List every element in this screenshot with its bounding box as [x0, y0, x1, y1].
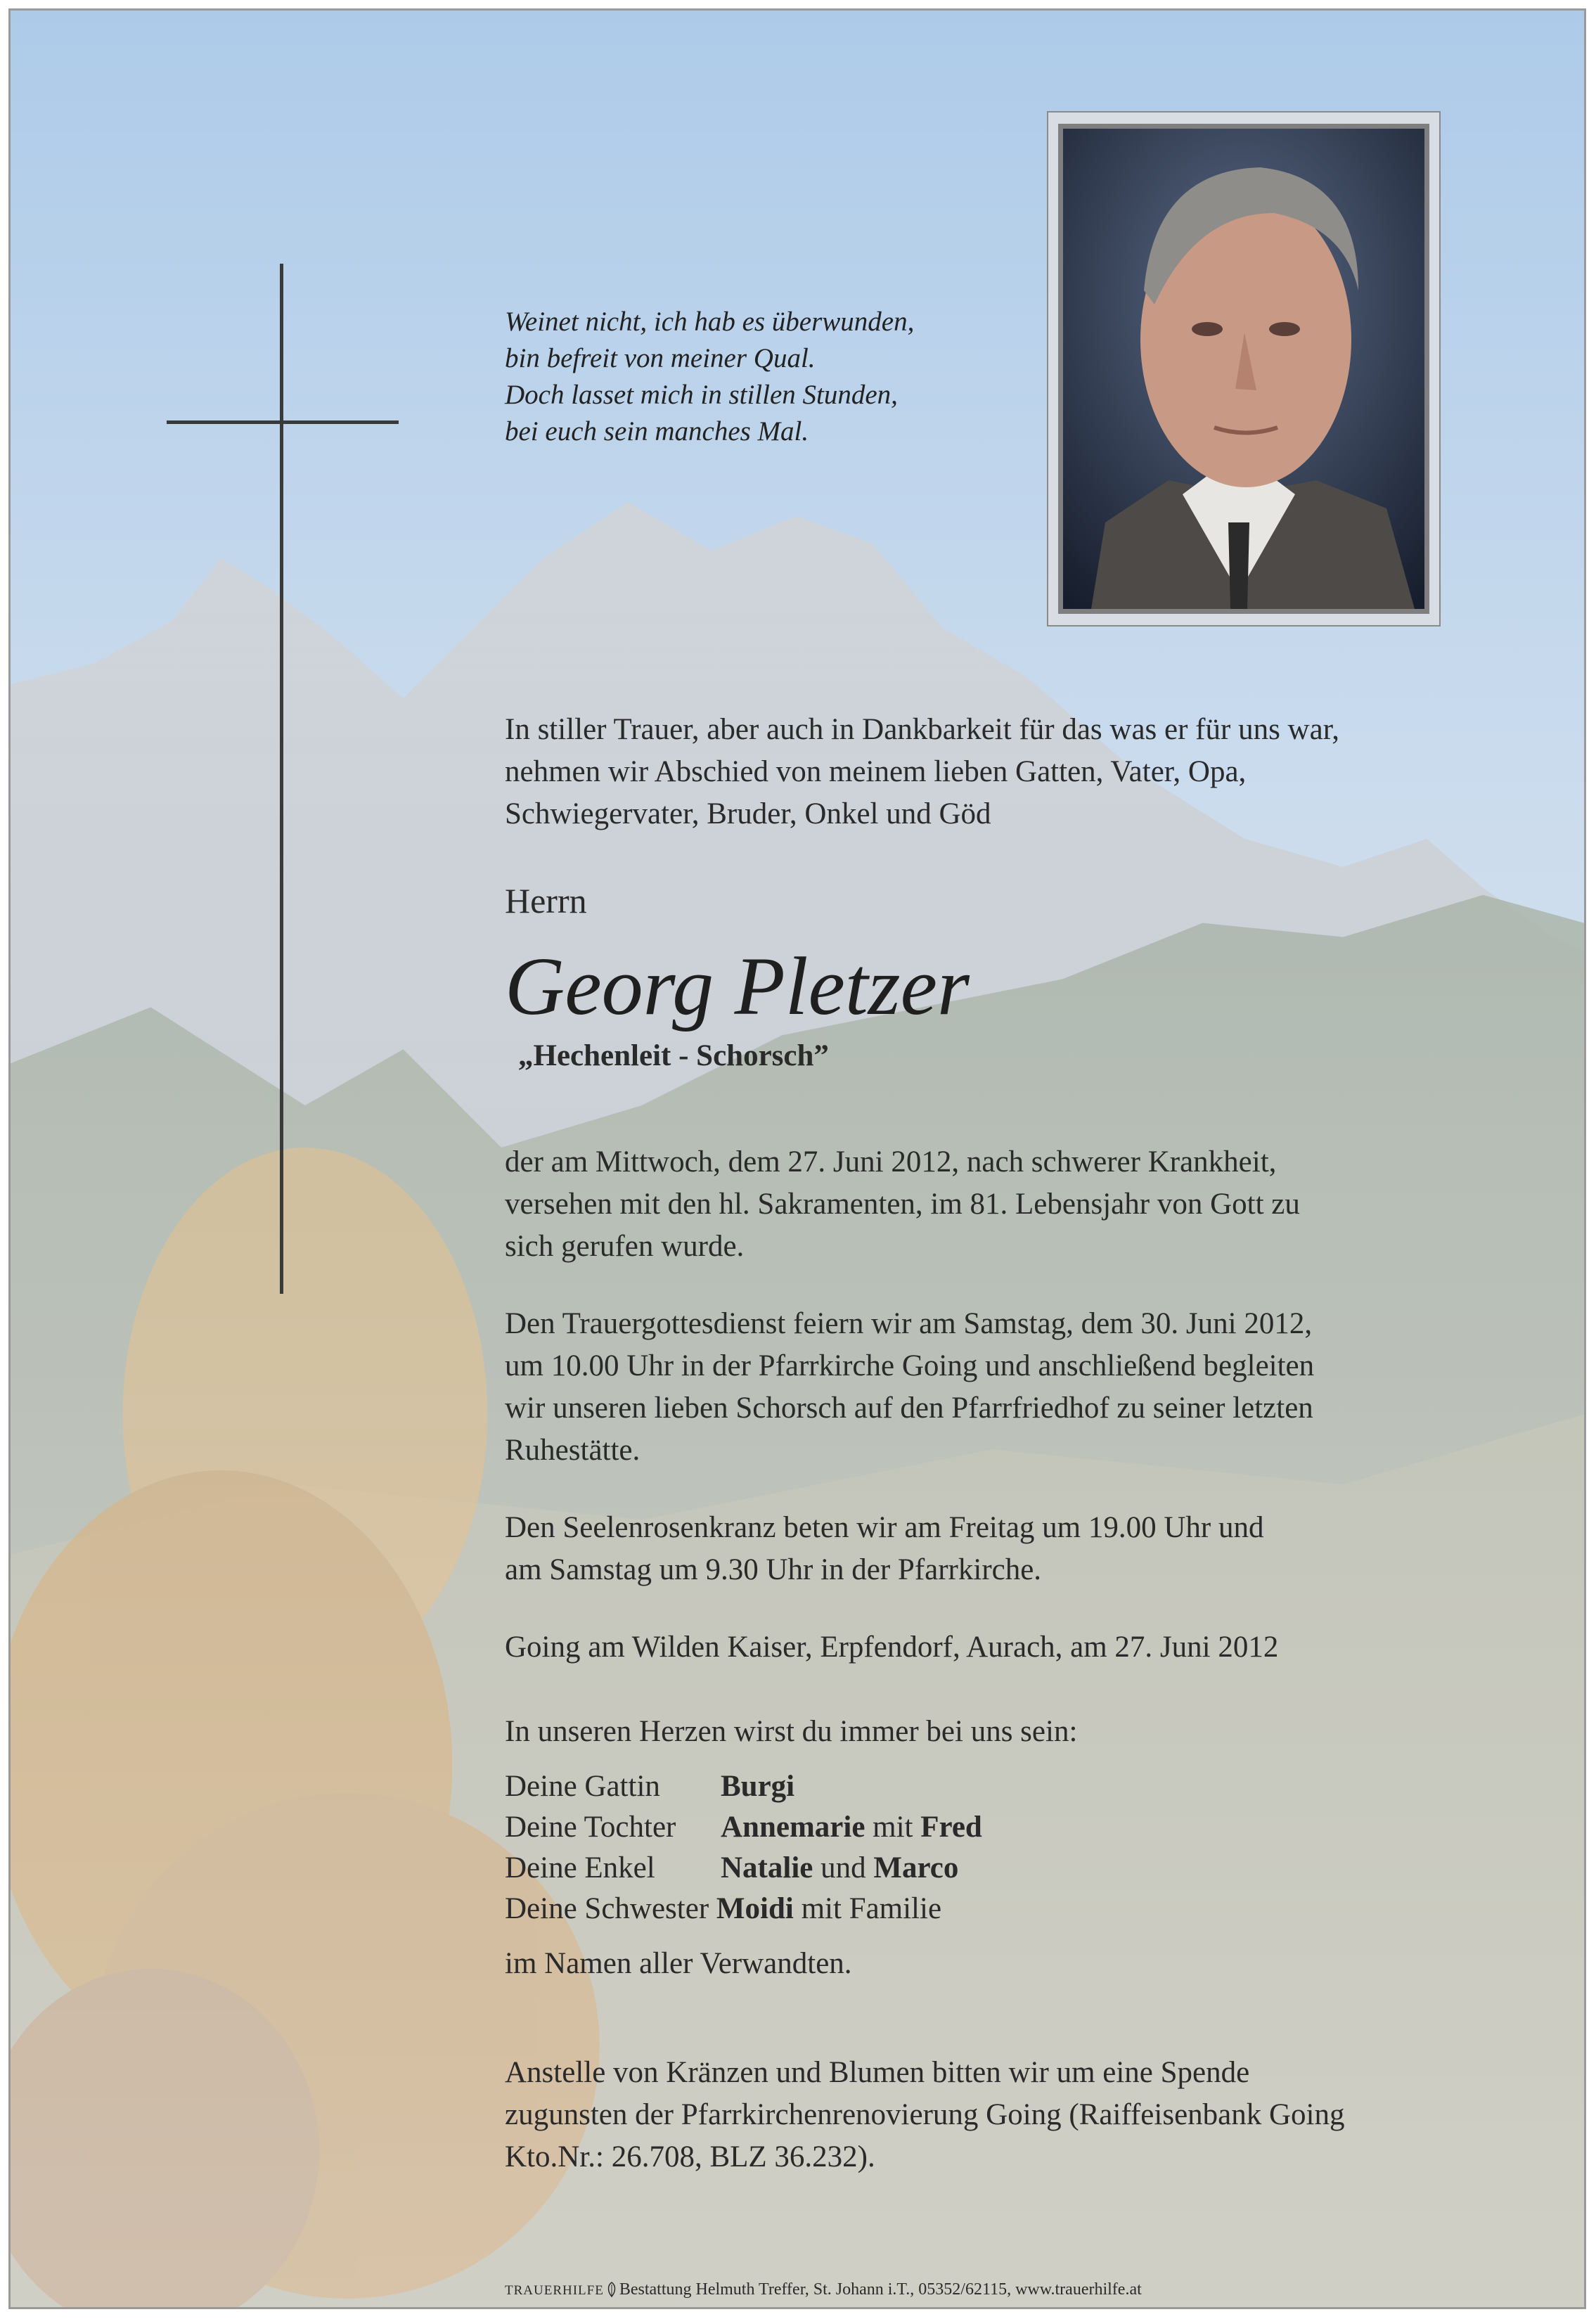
- death-paragraph: [505, 1141, 1300, 1268]
- family-name: Fred: [920, 1811, 982, 1844]
- portrait-photo: [1058, 124, 1429, 614]
- verse-line: Weinet nicht, ich hab es überwunden,: [505, 307, 915, 337]
- family-name: Burgi: [721, 1770, 795, 1803]
- connector: und: [820, 1851, 866, 1884]
- family-list: [505, 1766, 982, 1984]
- donation-line: Anstelle von Kränzen und Blumen bitten wir um eine Spende: [505, 2056, 1250, 2089]
- salutation: Herrn: [505, 881, 587, 920]
- family-row-wife: [505, 1766, 941, 1807]
- verse-line: bei euch sein manches Mal.: [505, 416, 809, 447]
- family-names: [721, 1848, 958, 1889]
- rosary-line: Den Seelenrosenkranz beten wir am Freitag um 19.00 Uhr und: [505, 1511, 1264, 1544]
- funeral-line: wir unseren lieben Schorsch auf den Pfarrfriedhof zu seiner letzten: [505, 1392, 1313, 1425]
- relation-label: Deine Schwester: [505, 1892, 709, 1925]
- family-name: Natalie: [721, 1851, 813, 1884]
- death-line: sich gerufen wurde.: [505, 1230, 745, 1263]
- funeral-line: Den Trauergottesdienst feiern wir am Samstag, dem 30. Juni 2012,: [505, 1307, 1313, 1340]
- hearts-line: In unseren Herzen wirst du immer bei uns sein:: [505, 1715, 1078, 1748]
- cross-vertical-bar: [280, 264, 283, 1294]
- intro-line: In stiller Trauer, aber auch in Dankbarkeit für das was er für uns war,: [505, 713, 1340, 746]
- family-name: Moidi: [716, 1892, 794, 1925]
- family-name: Annemarie: [721, 1811, 865, 1844]
- memorial-verse: [505, 304, 1039, 450]
- connector: mit Familie: [801, 1892, 942, 1925]
- donation-line: Kto.Nr.: 26.708, BLZ 36.232).: [505, 2140, 875, 2173]
- donation-line: zugunsten der Pfarrkirchenrenovierung Going (Raiffeisenbank Going: [505, 2098, 1345, 2131]
- family-name: Marco: [873, 1851, 959, 1884]
- relation-label: Deine Gattin: [505, 1770, 660, 1803]
- death-line: versehen mit den hl. Sakramenten, im 81. Lebensjahr von Gott zu: [505, 1188, 1300, 1221]
- deceased-name: Georg Pletzer: [505, 940, 970, 1032]
- footer-text: Bestattung Helmuth Treffer, St. Johann i.T., 05352/62115, www.trauerhilfe.at: [619, 2280, 1142, 2299]
- family-row-sister: [505, 1889, 941, 1929]
- intro-line: Schwiegervater, Bruder, Onkel und Göd: [505, 797, 991, 830]
- cross-horizontal-bar: [167, 420, 399, 424]
- relatives-line: im Namen aller Verwandten.: [505, 1947, 852, 1980]
- brand-label: TRAUERHILFE: [505, 2283, 604, 2298]
- connector: mit: [873, 1811, 913, 1844]
- nickname: „Hechenleit - Schorsch”: [518, 1039, 829, 1072]
- verse-line: Doch lasset mich in stillen Stunden,: [505, 380, 898, 410]
- undertaker-footer: [505, 2280, 1142, 2299]
- place-date: Going am Wilden Kaiser, Erpfendorf, Aurach, am 27. Juni 2012: [505, 1631, 1279, 1664]
- donation-paragraph: [505, 2052, 1345, 2178]
- family-row-grandchildren: [505, 1848, 959, 1889]
- obituary-card: [8, 8, 1586, 2309]
- funeral-line: um 10.00 Uhr in der Pfarrkirche Going und anschließend begleiten: [505, 1349, 1315, 1382]
- leaf-icon: [606, 2282, 617, 2297]
- family-row-daughter: [505, 1807, 982, 1848]
- funeral-paragraph: [505, 1303, 1314, 1472]
- funeral-line: Ruhestätte.: [505, 1434, 641, 1467]
- intro-line: nehmen wir Abschied von meinem lieben Gatten, Vater, Opa,: [505, 755, 1247, 788]
- death-line: der am Mittwoch, dem 27. Juni 2012, nach schwerer Krankheit,: [505, 1145, 1277, 1178]
- rosary-line: am Samstag um 9.30 Uhr in der Pfarrkirche.: [505, 1553, 1042, 1586]
- rosary-paragraph: [505, 1507, 1263, 1591]
- verse-line: bin befreit von meiner Qual.: [505, 343, 816, 373]
- intro-paragraph: [505, 709, 1339, 835]
- relation-label: Deine Tochter: [505, 1811, 676, 1844]
- portrait-frame: [1047, 111, 1441, 627]
- family-names: [721, 1807, 982, 1848]
- relation-label: Deine Enkel: [505, 1851, 655, 1884]
